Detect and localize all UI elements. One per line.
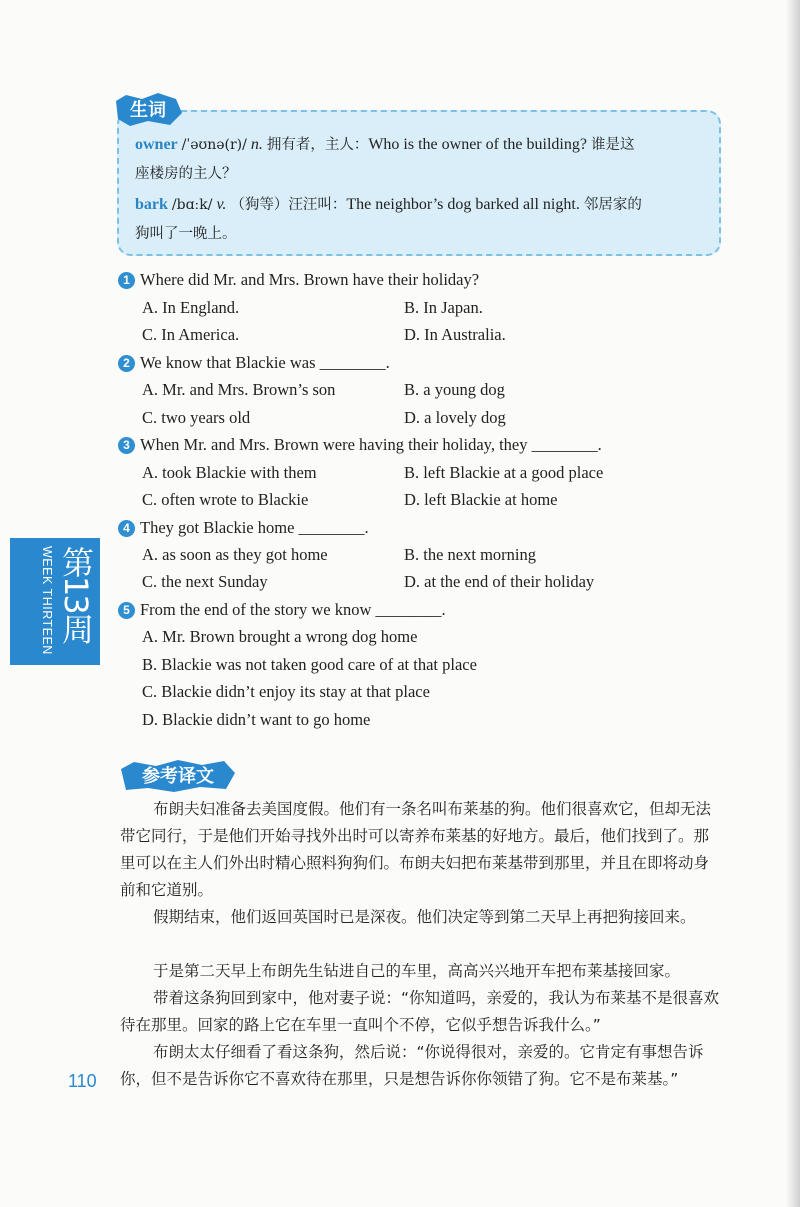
question-1: [118, 270, 479, 290]
question-2: [118, 353, 390, 373]
week-side-tab: [10, 538, 100, 665]
vocab-example: Who is the owner of the building?: [368, 136, 587, 153]
question-number-badge: 4: [118, 520, 135, 537]
vocab-example-translation: 谁是这: [590, 137, 635, 153]
question-5-option-b: B. Blackie was not taken good care of at that place: [142, 655, 477, 674]
question-2-option-b: B. a young dog: [404, 380, 505, 399]
vocab-word: bark: [135, 196, 168, 213]
vocab-badge: [112, 91, 184, 127]
question-4-option-d: D. at the end of their holiday: [404, 572, 595, 591]
question-5-option-d: D. Blackie didn’t want to go home: [142, 710, 371, 729]
question-3-option-b: B. left Blackie at a good place: [404, 463, 604, 482]
vocabulary-box: [117, 110, 721, 256]
question-3-option-c: C. often wrote to Blackie: [142, 490, 309, 509]
vocab-part-of-speech: n.: [250, 136, 263, 153]
question-number-badge: 2: [118, 355, 135, 372]
vocab-badge-label: 生词: [130, 100, 166, 121]
question-1-option-c: C. In America.: [142, 325, 240, 344]
week-tab-english: WEEK THIRTEEN: [40, 546, 54, 655]
page-edge-shadow: [786, 0, 800, 1207]
reference-badge-label: 参考译文: [142, 766, 214, 787]
vocab-example: The neighbor’s dog barked all night.: [346, 196, 580, 213]
question-stem: From the end of the story we know ________.: [140, 600, 446, 619]
vocab-part-of-speech: v.: [216, 196, 227, 213]
translation-paragraph: 布朗夫妇准备去美国度假。他们有一条名叫布莱基的狗。他们很喜欢它，但却无法带它同行，于是他们开始寻找外出时可以寄养布莱基的好地方。最后，他们找到了。那里可以在主人们外出时精心照料狗狗们。布朗夫妇把布莱基带到那里，并且在即将动身前和它道别。: [120, 800, 712, 899]
vocab-word: owner: [135, 136, 178, 153]
vocab-example-translation: 邻居家的: [583, 197, 642, 213]
week-tab-chinese: 第13周: [57, 546, 95, 643]
question-1-option-d: D. In Australia.: [404, 325, 506, 344]
question-5: [118, 600, 446, 620]
question-5-option-c: C. Blackie didn’t enjoy its stay at that place: [142, 682, 430, 701]
question-3: [118, 435, 602, 455]
vocab-example-translation-cont: 狗叫了一晚上。: [135, 226, 237, 242]
question-5-option-a: A. Mr. Brown brought a wrong dog home: [142, 627, 418, 646]
questions-section: [118, 270, 738, 730]
question-2-option-d: D. a lovely dog: [404, 408, 506, 427]
vocab-pronunciation: /ˈəʊnə(r)/: [181, 137, 247, 153]
question-2-option-a: A. Mr. and Mrs. Brown’s son: [142, 380, 336, 399]
question-number-badge: 5: [118, 602, 135, 619]
page-number: 110: [68, 1071, 97, 1091]
translation-paragraph: 于是第二天早上布朗先生钻进自己的车里，高高兴兴地开车把布莱基接回家。: [153, 962, 681, 980]
reference-translation-badge: [118, 757, 238, 793]
vocab-definition: 拥有者，主人：: [266, 137, 369, 153]
translation-paragraph: 假期结束，他们返回英国时已是深夜。他们决定等到第二天早上再把狗接回来。: [153, 908, 696, 926]
question-4-option-c: C. the next Sunday: [142, 572, 268, 591]
vocab-pronunciation: /bɑːk/: [171, 197, 213, 213]
question-3-option-a: A. took Blackie with them: [142, 463, 317, 482]
vocab-entry-owner: [135, 132, 705, 158]
vocab-entry-bark: [135, 192, 705, 218]
question-stem: When Mr. and Mrs. Brown were having their holiday, they ________.: [140, 435, 602, 454]
translation-paragraph: 布朗太太仔细看了看这条狗，然后说：“你说得很对，亲爱的。它肯定有事想告诉你，但不是告诉你它不喜欢待在那里，只是想告诉你你领错了狗。它不是布莱基。”: [120, 1043, 704, 1088]
question-4: [118, 518, 369, 538]
question-1-option-a: A. In England.: [142, 298, 240, 317]
question-stem: We know that Blackie was ________.: [140, 353, 390, 372]
question-1-option-b: B. In Japan.: [404, 298, 483, 317]
vocab-example-translation-cont: 座楼房的主人？: [135, 166, 237, 182]
question-4-option-b: B. the next morning: [404, 545, 536, 564]
question-number-badge: 3: [118, 437, 135, 454]
question-stem: They got Blackie home ________.: [140, 518, 369, 537]
question-2-option-c: C. two years old: [142, 408, 251, 427]
question-4-option-a: A. as soon as they got home: [142, 545, 328, 564]
question-stem: Where did Mr. and Mrs. Brown have their holiday?: [140, 270, 480, 289]
vocab-definition: （狗等）汪汪叫：: [230, 197, 347, 213]
question-number-badge: 1: [118, 272, 135, 289]
question-3-option-d: D. left Blackie at home: [404, 490, 558, 509]
translation-paragraph: 带着这条狗回到家中，他对妻子说：“你知道吗，亲爱的，我认为布莱基不是很喜欢待在那里。回家的路上它在车里一直叫个不停，它似乎想告诉我什么。”: [120, 989, 720, 1034]
